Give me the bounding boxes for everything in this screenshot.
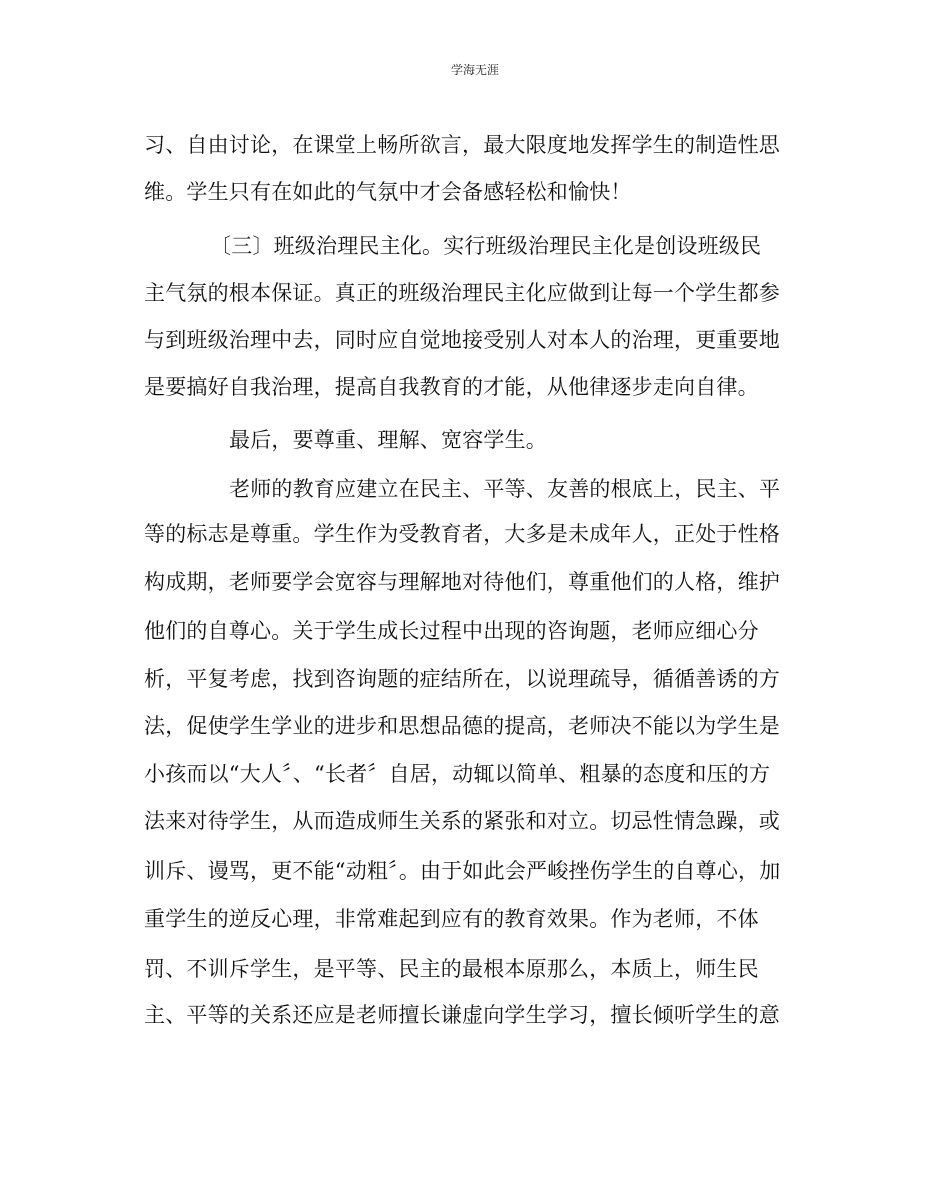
text-line: 等的标志是尊重。学生作为受教育者，大多是未成年人，正处于性格 (144, 522, 780, 546)
paragraph-heading: 〔三〕班级治理民主化。实行班级治理民主化是创设班级民 (210, 234, 762, 258)
text-line: 他们的自尊心。关于学生成长过程中出现的咨询题，老师应细心分 (144, 619, 759, 643)
text-line: 法，促使学生学业的进步和思想品德的提高，老师决不能以为学生是 (144, 714, 780, 738)
text-line: 训斥、谩骂，更不能“动粗〞。由于如此会严峻挫伤学生的自尊心，加 (144, 859, 781, 883)
text-line: 老师的教育应建立在民主、平等、友善的根底上，民主、平 (229, 477, 781, 501)
text-line: 小孩而以“大人〞、“长者〞自居，动辄以简单、粗暴的态度和压的方 (144, 762, 771, 786)
text-line: 与到班级治理中去，同时应自觉地接受别人对本人的治理，更重要地 (144, 328, 780, 352)
paragraph-heading: 最后，要尊重、理解、宽容学生。 (229, 428, 547, 452)
text-line: 主、平等的关系还应是老师擅长谦虚向学生学习，擅长倾听学生的意 (144, 1003, 780, 1027)
text-line: 析，平复考虑，找到咨询题的症结所在，以说理疏导，循循善诱的方 (144, 667, 780, 691)
text-line: 重学生的逆反心理，非常难起到应有的教育效果。作为老师，不体 (144, 907, 759, 931)
page-header: 学海无涯 (450, 63, 499, 77)
text-line: 维。学生只有在如此的气氛中才会备感轻松和愉快！ (144, 180, 632, 204)
text-line: 主气氛的根本保证。真正的班级治理民主化应做到让每一个学生都参 (144, 281, 780, 305)
text-line: 罚、不训斥学生，是平等、民主的最根本原那么，本质上，师生民 (144, 957, 759, 981)
text-line: 习、自由讨论，在课堂上畅所欲言，最大限度地发挥学生的制造性思 (144, 133, 780, 157)
text-line: 构成期，老师要学会宽容与理解地对待他们，尊重他们的人格，维护 (144, 570, 780, 594)
text-line: 是要搞好自我治理，提高自我教育的才能，从他律逐步走向自律。 (144, 375, 759, 399)
text-line: 法来对待学生，从而造成师生关系的紧张和对立。切忌性情急躁，或 (144, 809, 780, 833)
